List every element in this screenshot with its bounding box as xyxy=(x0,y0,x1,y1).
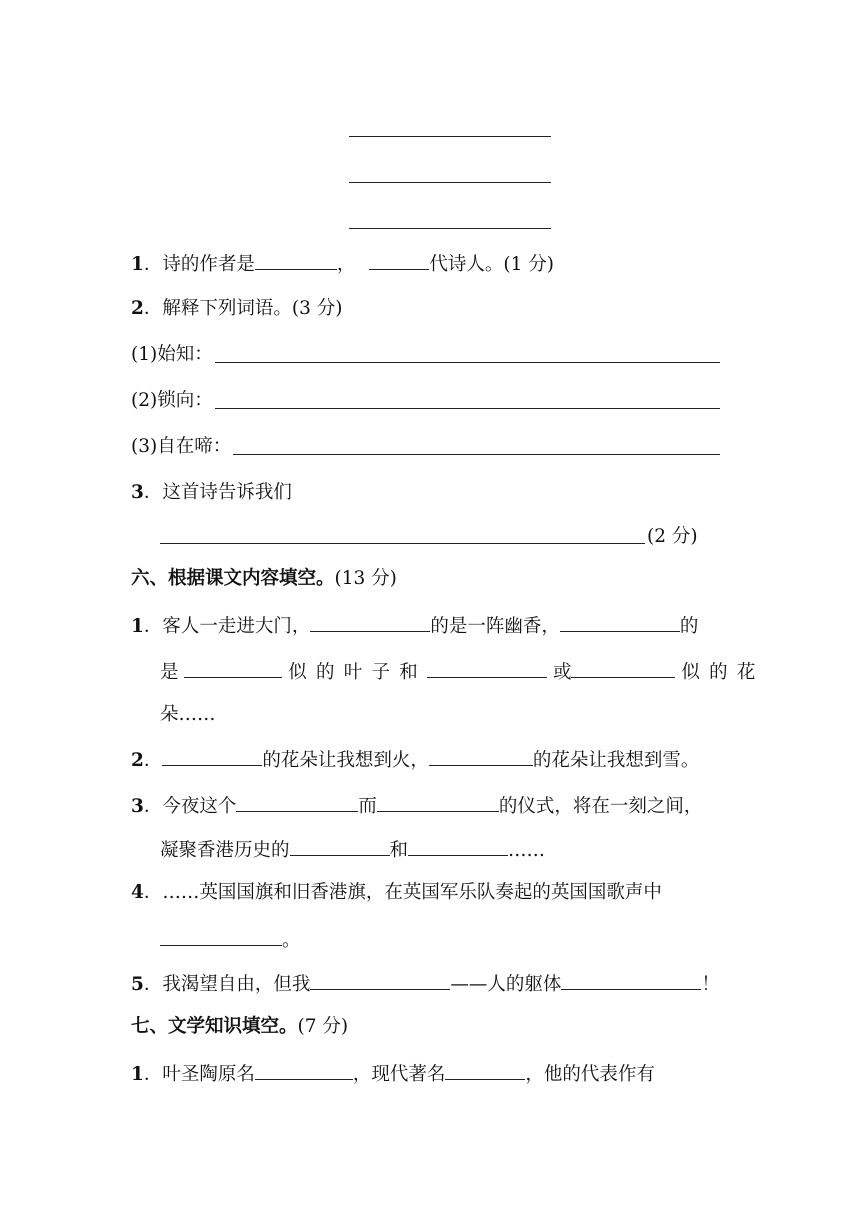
s6q1-blank-2[interactable] xyxy=(560,613,680,632)
s6-question-1-cont: 是 似的叶子和 或 似的花 xyxy=(160,659,765,685)
q2-item-2: (2)锁向： xyxy=(131,390,213,411)
s6q3-blank-3[interactable] xyxy=(290,837,390,856)
s6-question-2: 2． 的花朵让我想到火， 的花朵让我想到雪。 xyxy=(131,747,699,773)
s6q5-blank-1[interactable] xyxy=(310,971,450,990)
q3-score: (2 分) xyxy=(647,526,698,547)
s6q3-blank-1[interactable] xyxy=(236,793,358,812)
author-blank[interactable] xyxy=(255,251,337,270)
section-6-title: 六、根据课文内容填空。(13 分) xyxy=(131,568,397,589)
s6q1-blank-4[interactable] xyxy=(427,659,547,678)
s6-question-1-end: 朵…… xyxy=(160,704,216,725)
s6-question-4: 4．……英国国旗和旧香港旗，在英国军乐队奏起的英国国歌声中 xyxy=(131,882,662,903)
question-2: 2．解释下列词语。(3 分) xyxy=(131,298,343,319)
q2-item-1: (1)始知： xyxy=(131,344,213,365)
s6q2-blank-2[interactable] xyxy=(429,747,533,766)
s7q1-blank-2[interactable] xyxy=(445,1061,525,1080)
q2-item-3: (3)自在啼： xyxy=(131,436,232,457)
s6q3-blank-2[interactable] xyxy=(377,793,499,812)
s6q1-blank-5[interactable] xyxy=(571,659,675,678)
s6-question-5: 5．我渴望自由，但我 ——人的躯体 ！ xyxy=(131,971,720,997)
poem-answer-line-3[interactable] xyxy=(349,228,551,229)
q2-item-2-blank[interactable] xyxy=(215,408,720,409)
s6q1-blank-3[interactable] xyxy=(184,659,282,678)
question-1: 1．诗的作者是 ， 代诗人。(1 分) xyxy=(131,251,554,277)
s6-question-3: 3．今夜这个 而 的仪式，将在一刻之间， xyxy=(131,793,702,819)
q2-item-1-blank[interactable] xyxy=(215,362,720,363)
s6q2-blank-1[interactable] xyxy=(162,747,262,766)
s6-question-4-cont: 。 xyxy=(160,927,301,953)
s6q3-blank-4[interactable] xyxy=(408,837,508,856)
poem-answer-line-2[interactable] xyxy=(349,182,551,183)
s6q1-blank-1[interactable] xyxy=(310,613,430,632)
s7-question-1: 1．叶圣陶原名 ，现代著名 ，他的代表作有 xyxy=(131,1061,655,1087)
s6q5-blank-2[interactable] xyxy=(561,971,701,990)
section-7-title: 七、文学知识填空。(7 分) xyxy=(131,1016,349,1037)
dynasty-blank[interactable] xyxy=(369,251,429,270)
question-3: 3．这首诗告诉我们 xyxy=(131,482,292,503)
s6-question-1: 1．客人一走进大门， 的是一阵幽香， 的 xyxy=(131,613,698,639)
q2-item-3-blank[interactable] xyxy=(233,454,720,455)
s6-question-3-cont: 凝聚香港历史的 和 …… xyxy=(160,837,545,863)
q3-answer-blank[interactable] xyxy=(160,543,645,544)
s7q1-blank-1[interactable] xyxy=(255,1061,353,1080)
s6q4-blank-1[interactable] xyxy=(160,927,282,946)
poem-answer-line-1[interactable] xyxy=(349,136,551,137)
